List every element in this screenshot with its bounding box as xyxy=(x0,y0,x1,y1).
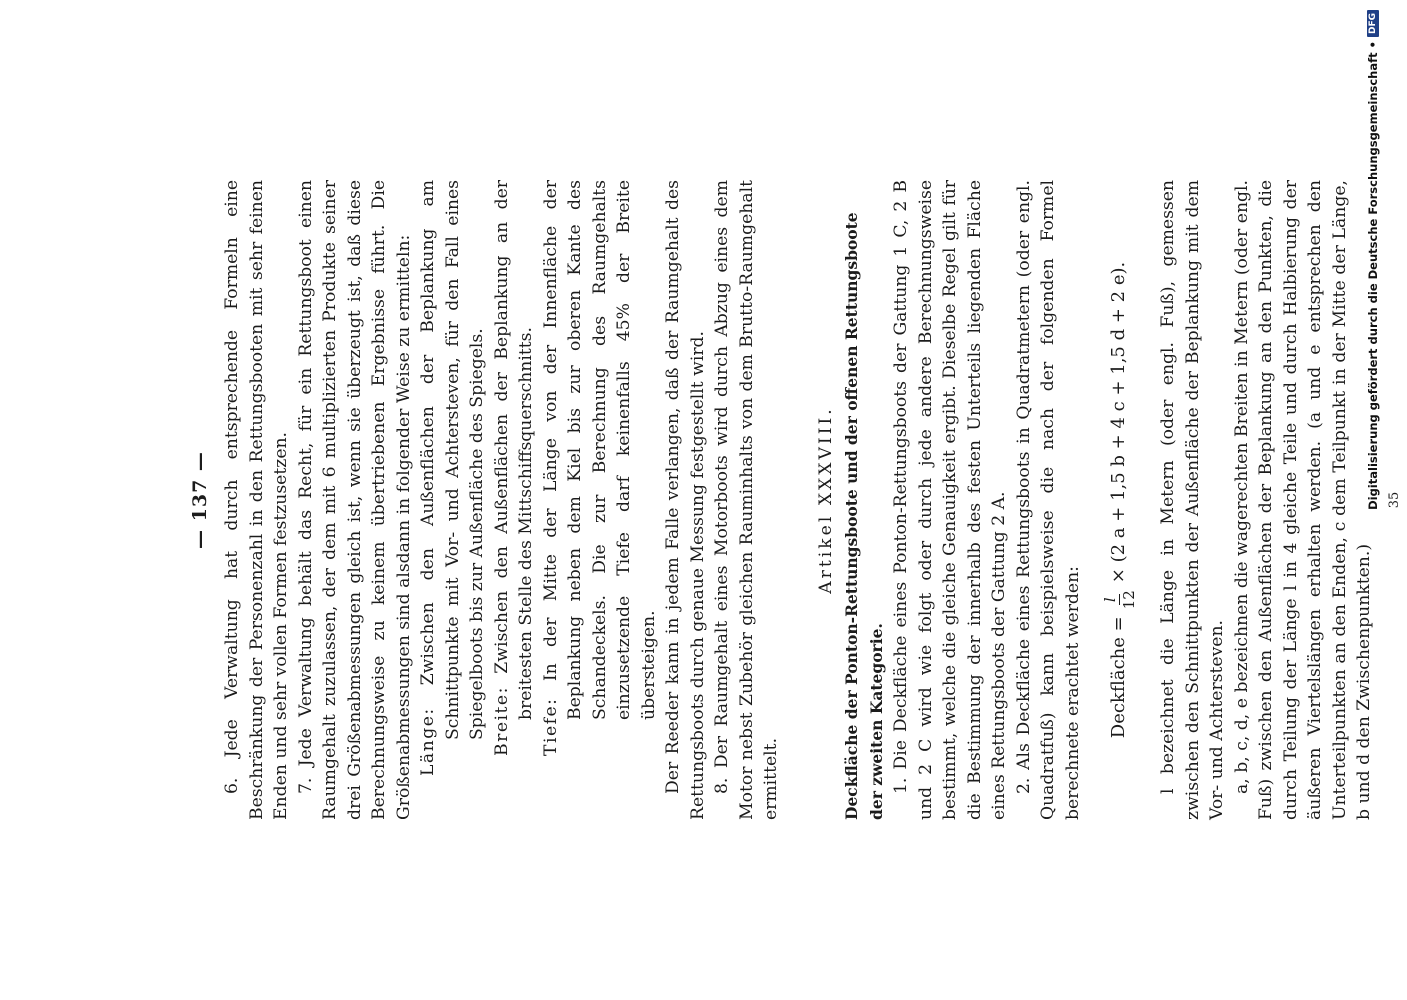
definition-tiefe-text: In der Mitte der Länge von der Innenfläche der Beplankung neben dem Kiel bis zur oberen Kante des Schandeckels. Die zur Berechnung des Raumgehalts einzusetzende Tiefe darf keinenfalls 45% der Breite übersteigen. xyxy=(540,180,659,720)
definition-laenge-text: Zwischen den Außenflächen der Beplankung am Schnittpunkte mit Vor- und Achtersteven, für den Fall eines Spiegelboots bis zur Außenfläche des Spiegels. xyxy=(418,180,487,740)
sheet-signature: 35 xyxy=(1386,491,1402,509)
formula-rhs: × (2 a + 1,5 b + 4 c + 1,5 d + 2 e). xyxy=(1108,261,1130,584)
paragraph-7: 7. Jede Verwaltung behält das Recht, für ein Rettungsboot einen Raumgehalt zuzulassen, der dem mit 6 multiplizierten Produkte seiner drei Größenabmessungen gleich ist, wenn sie überzeugt ist, daß diese Berechnungsweise zu keinem übertriebenen Ergebnisse führt. Die Größenabmessungen sind alsdann in folgender Weise zu ermitteln: xyxy=(295,180,414,820)
page-body xyxy=(220,180,1407,820)
dfg-credit xyxy=(1362,10,1384,990)
article-paragraph-3: l bezeichnet die Länge in Metern (oder engl. Fuß), gemessen zwischen den Schnittpunkten der Außenfläche der Beplankung mit dem Vor- und Achtersteven. xyxy=(1158,180,1227,820)
term-laenge: Länge: xyxy=(418,707,438,776)
definition-tiefe xyxy=(539,180,662,820)
page-number-header: — 137 — xyxy=(189,451,211,549)
formula-numerator: l xyxy=(1101,594,1120,605)
article-title: Artikel XXXVIII. xyxy=(815,406,836,594)
credit-text: Digitalisierung gefördert durch die Deutsche Forschungsgemeinschaft • xyxy=(1366,41,1380,510)
formula-fraction xyxy=(1101,587,1138,612)
formula-denominator: 12 xyxy=(1120,590,1138,610)
article-subtitle: Deckfläche der Ponton-Rettungsboote und der offenen Rettungsboote der zweiten Kategorie. xyxy=(842,212,886,820)
definition-laenge xyxy=(416,180,490,820)
article-paragraph-1: 1. Die Deckfläche eines Ponton-Rettungsboots der Gattung 1 C, 2 B und 2 C wird wie folgt oder durch jede andere Berechnungsweise bestimmt, welche die gleiche Genauigkeit ergibt. Dieselbe Regel gilt für die Bestimmung der innerhalb des festen Unterteils liegenden Fläche eines Rettungsboots der Gattung 2 A. xyxy=(891,180,1009,820)
paragraph-6: 6. Jede Verwaltung hat durch entsprechende Formeln eine Beschränkung der Personenzahl in den Rettungsbooten mit sehr feinen Enden und sehr vollen Formen festzusetzen. xyxy=(222,180,291,820)
article-paragraph-4: a, b, c, d, e bezeichnen die wagerechten Breiten in Metern (oder engl. Fuß) zwischen den Außenflächen der Beplankung an den Punkten, die durch Teilung der Länge l in 4 gleiche Teile und durch Halbierung der äußeren Viertelslängen erhalten werden. (a und e entsprechen den Unterteilpunkten an den Enden, c dem Teilpunkt in der Mitte der Länge, b und d den Zwischenpunkten.) xyxy=(1231,180,1374,820)
term-tiefe: Tiefe: xyxy=(540,697,561,756)
term-breite: Breite: xyxy=(491,686,512,756)
dfg-logo-badge: DFG xyxy=(1367,10,1379,37)
formula-lhs: Deckfläche = xyxy=(1108,616,1130,739)
article-paragraph-2: 2. Als Deckfläche eines Rettungsboots in Quadratmetern (oder engl. Quadratfuß) kann beispielsweise die nach der folgenden Formel berechnete erachtet werden: xyxy=(1013,180,1083,820)
paragraph-8: 8. Der Raumgehalt eines Motorboots wird durch Abzug eines dem Motor nebst Zubehör gleichen Rauminhalts von dem Brutto-Raumgehalt ermittelt. xyxy=(712,180,781,820)
definition-breite-text: Zwischen den Außenflächen der Beplankung an der breitesten Stelle des Mittschiffsquerschnitts. xyxy=(491,180,536,720)
paragraph-reeder: Der Reeder kann in jedem Falle verlangen, daß der Raumgehalt des Rettungsboots durch genaue Messung festgestellt wird. xyxy=(663,180,708,820)
definition-breite xyxy=(490,180,539,820)
deckflaeche-formula xyxy=(1101,180,1138,820)
